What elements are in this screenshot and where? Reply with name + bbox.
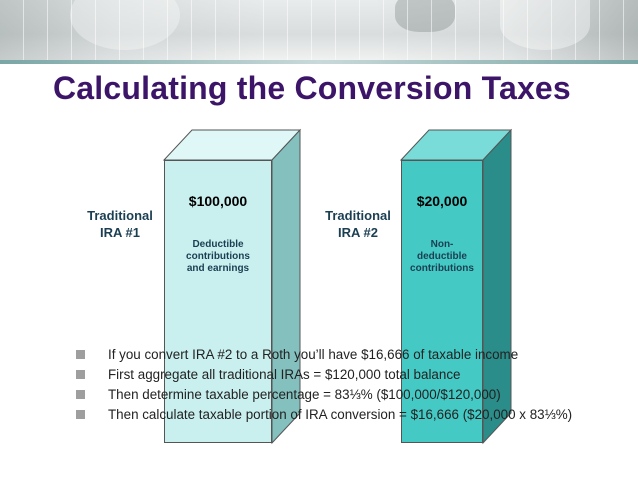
- bullet-item: [76, 405, 596, 425]
- bullet-text: First aggregate all traditional IRAs = $120,000 total balance: [108, 367, 461, 382]
- ira-1-description: Deductible contributions and earnings: [186, 239, 250, 274]
- header-tile: [216, 0, 240, 62]
- header-tile: [264, 0, 288, 62]
- header-tile: [240, 0, 264, 62]
- header-tile: [384, 0, 408, 62]
- bullet-list: [76, 345, 596, 425]
- header-tile: [600, 0, 624, 62]
- header-tile: [72, 0, 96, 62]
- ira-1-label: Traditional IRA #1: [87, 208, 153, 240]
- ira-2-label: Traditional IRA #2: [325, 208, 391, 240]
- header-tile: [552, 0, 576, 62]
- header-tile: [120, 0, 144, 62]
- bullet-text: If you convert IRA #2 to a Roth you’ll have $16,666 of taxable income: [108, 347, 519, 362]
- header-tile: [456, 0, 480, 62]
- header-tile: [168, 0, 192, 62]
- header-tile: [24, 0, 48, 62]
- header-tile: [312, 0, 336, 62]
- ira-2-description: Non- deductible contributions: [410, 239, 474, 274]
- header-tile: [480, 0, 504, 62]
- header-tile: [432, 0, 456, 62]
- header-tile: [528, 0, 552, 62]
- bullet-item: [76, 365, 596, 385]
- ira-2-amount: $20,000: [416, 193, 468, 209]
- ira-1-amount: $100,000: [188, 193, 248, 209]
- header-tile: [336, 0, 360, 62]
- bullet-item: [76, 345, 596, 365]
- square-bullet-icon: [76, 370, 85, 379]
- slide-title: Calculating the Conversion Taxes: [53, 70, 571, 106]
- header-divider: [0, 60, 638, 64]
- header-banner: [0, 0, 638, 62]
- header-tile: [48, 0, 72, 62]
- header-tile: [408, 0, 432, 62]
- header-tile: [0, 0, 24, 62]
- bullet-item: [76, 385, 596, 405]
- header-tile: [192, 0, 216, 62]
- header-tile: [504, 0, 528, 62]
- header-tile: [576, 0, 600, 62]
- header-tile: [288, 0, 312, 62]
- bullet-text: Then calculate taxable portion of IRA conversion = $16,666 ($20,000 x 83⅓%): [108, 407, 573, 422]
- header-tile: [144, 0, 168, 62]
- header-tile: [96, 0, 120, 62]
- square-bullet-icon: [76, 390, 85, 399]
- square-bullet-icon: [76, 350, 85, 359]
- header-tile: [624, 0, 638, 62]
- header-tile: [360, 0, 384, 62]
- bullet-text: Then determine taxable percentage = 83⅓% ($100,000/$120,000): [108, 387, 501, 402]
- square-bullet-icon: [76, 410, 85, 419]
